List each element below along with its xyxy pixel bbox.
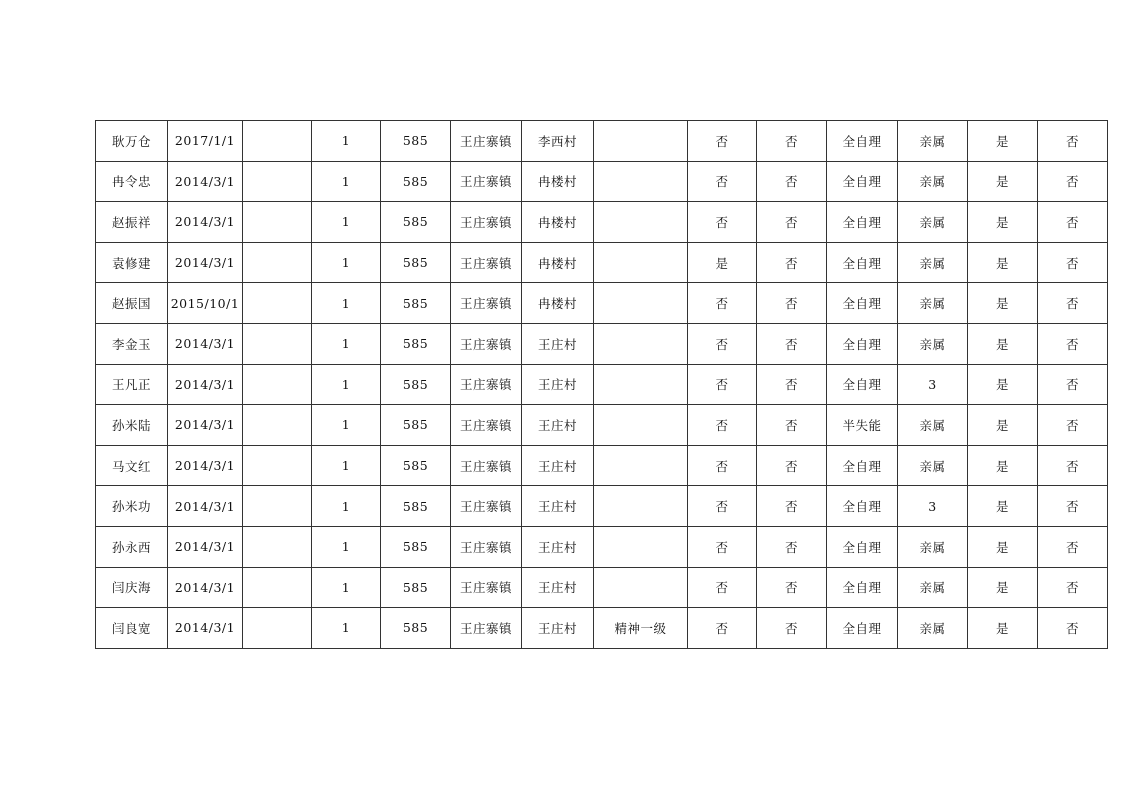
flag-cell-1: 否 xyxy=(688,323,757,364)
flag-cell-3: 是 xyxy=(968,202,1038,243)
count-cell: 1 xyxy=(312,567,381,608)
flag-cell-3: 是 xyxy=(968,445,1038,486)
name-cell: 李金玉 xyxy=(96,323,168,364)
roster-table xyxy=(95,120,1108,649)
flag-cell-4: 否 xyxy=(1038,567,1108,608)
amount-cell: 585 xyxy=(381,323,451,364)
table-row xyxy=(96,486,1108,527)
flag-cell-3: 是 xyxy=(968,526,1038,567)
disability-cell xyxy=(594,161,688,202)
name-cell: 袁修建 xyxy=(96,242,168,283)
blank-cell xyxy=(243,567,312,608)
flag-cell-4: 否 xyxy=(1038,242,1108,283)
roster-table-body xyxy=(96,121,1108,649)
village-cell: 冉楼村 xyxy=(522,283,594,324)
flag-cell-2: 否 xyxy=(757,608,827,649)
flag-cell-1: 否 xyxy=(688,486,757,527)
disability-cell xyxy=(594,283,688,324)
blank-cell xyxy=(243,364,312,405)
amount-cell: 585 xyxy=(381,526,451,567)
flag-cell-4: 否 xyxy=(1038,323,1108,364)
date-cell: 2015/10/1 xyxy=(168,283,243,324)
flag-cell-2: 否 xyxy=(757,364,827,405)
flag-cell-2: 否 xyxy=(757,445,827,486)
disability-cell xyxy=(594,405,688,446)
care-level-cell: 全自理 xyxy=(827,283,898,324)
flag-cell-1: 否 xyxy=(688,526,757,567)
guardian-cell: 亲属 xyxy=(898,242,968,283)
flag-cell-2: 否 xyxy=(757,486,827,527)
care-level-cell: 全自理 xyxy=(827,323,898,364)
town-cell: 王庄寨镇 xyxy=(451,283,522,324)
flag-cell-1: 否 xyxy=(688,202,757,243)
table-row xyxy=(96,121,1108,162)
flag-cell-1: 否 xyxy=(688,364,757,405)
count-cell: 1 xyxy=(312,121,381,162)
guardian-cell: 亲属 xyxy=(898,405,968,446)
blank-cell xyxy=(243,161,312,202)
blank-cell xyxy=(243,323,312,364)
guardian-cell: 亲属 xyxy=(898,202,968,243)
date-cell: 2014/3/1 xyxy=(168,526,243,567)
town-cell: 王庄寨镇 xyxy=(451,323,522,364)
blank-cell xyxy=(243,526,312,567)
flag-cell-2: 否 xyxy=(757,567,827,608)
flag-cell-2: 否 xyxy=(757,161,827,202)
amount-cell: 585 xyxy=(381,364,451,405)
amount-cell: 585 xyxy=(381,405,451,446)
date-cell: 2014/3/1 xyxy=(168,364,243,405)
flag-cell-2: 否 xyxy=(757,405,827,446)
disability-cell xyxy=(594,526,688,567)
care-level-cell: 全自理 xyxy=(827,486,898,527)
count-cell: 1 xyxy=(312,242,381,283)
village-cell: 王庄村 xyxy=(522,364,594,405)
blank-cell xyxy=(243,202,312,243)
village-cell: 王庄村 xyxy=(522,567,594,608)
guardian-cell: 亲属 xyxy=(898,567,968,608)
date-cell: 2014/3/1 xyxy=(168,567,243,608)
amount-cell: 585 xyxy=(381,161,451,202)
flag-cell-1: 否 xyxy=(688,283,757,324)
name-cell: 闫良宽 xyxy=(96,608,168,649)
table-row xyxy=(96,567,1108,608)
care-level-cell: 半失能 xyxy=(827,405,898,446)
flag-cell-1: 否 xyxy=(688,608,757,649)
care-level-cell: 全自理 xyxy=(827,364,898,405)
flag-cell-4: 否 xyxy=(1038,161,1108,202)
table-row xyxy=(96,445,1108,486)
flag-cell-3: 是 xyxy=(968,283,1038,324)
flag-cell-2: 否 xyxy=(757,323,827,364)
date-cell: 2014/3/1 xyxy=(168,608,243,649)
village-cell: 王庄村 xyxy=(522,445,594,486)
flag-cell-4: 否 xyxy=(1038,364,1108,405)
amount-cell: 585 xyxy=(381,202,451,243)
count-cell: 1 xyxy=(312,445,381,486)
blank-cell xyxy=(243,445,312,486)
name-cell: 王凡正 xyxy=(96,364,168,405)
count-cell: 1 xyxy=(312,283,381,324)
disability-cell xyxy=(594,121,688,162)
blank-cell xyxy=(243,608,312,649)
guardian-cell: 亲属 xyxy=(898,283,968,324)
care-level-cell: 全自理 xyxy=(827,161,898,202)
flag-cell-3: 是 xyxy=(968,161,1038,202)
name-cell: 耿万仓 xyxy=(96,121,168,162)
count-cell: 1 xyxy=(312,364,381,405)
flag-cell-1: 否 xyxy=(688,121,757,162)
flag-cell-1: 否 xyxy=(688,161,757,202)
flag-cell-4: 否 xyxy=(1038,445,1108,486)
guardian-cell: 3 xyxy=(898,364,968,405)
village-cell: 王庄村 xyxy=(522,608,594,649)
name-cell: 赵振国 xyxy=(96,283,168,324)
flag-cell-2: 否 xyxy=(757,202,827,243)
table-row xyxy=(96,323,1108,364)
flag-cell-2: 否 xyxy=(757,283,827,324)
village-cell: 王庄村 xyxy=(522,526,594,567)
village-cell: 李西村 xyxy=(522,121,594,162)
flag-cell-3: 是 xyxy=(968,608,1038,649)
blank-cell xyxy=(243,405,312,446)
village-cell: 冉楼村 xyxy=(522,161,594,202)
amount-cell: 585 xyxy=(381,445,451,486)
amount-cell: 585 xyxy=(381,242,451,283)
name-cell: 孙米功 xyxy=(96,486,168,527)
town-cell: 王庄寨镇 xyxy=(451,608,522,649)
flag-cell-1: 否 xyxy=(688,405,757,446)
care-level-cell: 全自理 xyxy=(827,242,898,283)
flag-cell-4: 否 xyxy=(1038,608,1108,649)
flag-cell-2: 否 xyxy=(757,121,827,162)
care-level-cell: 全自理 xyxy=(827,567,898,608)
amount-cell: 585 xyxy=(381,567,451,608)
disability-cell xyxy=(594,323,688,364)
disability-cell xyxy=(594,364,688,405)
amount-cell: 585 xyxy=(381,283,451,324)
date-cell: 2014/3/1 xyxy=(168,486,243,527)
guardian-cell: 3 xyxy=(898,486,968,527)
village-cell: 冉楼村 xyxy=(522,242,594,283)
town-cell: 王庄寨镇 xyxy=(451,526,522,567)
table-row xyxy=(96,405,1108,446)
table-row xyxy=(96,608,1108,649)
flag-cell-1: 否 xyxy=(688,445,757,486)
table-row xyxy=(96,242,1108,283)
care-level-cell: 全自理 xyxy=(827,121,898,162)
flag-cell-4: 否 xyxy=(1038,202,1108,243)
care-level-cell: 全自理 xyxy=(827,202,898,243)
flag-cell-3: 是 xyxy=(968,405,1038,446)
amount-cell: 585 xyxy=(381,486,451,527)
town-cell: 王庄寨镇 xyxy=(451,121,522,162)
town-cell: 王庄寨镇 xyxy=(451,445,522,486)
date-cell: 2017/1/1 xyxy=(168,121,243,162)
guardian-cell: 亲属 xyxy=(898,445,968,486)
date-cell: 2014/3/1 xyxy=(168,323,243,364)
disability-cell xyxy=(594,486,688,527)
town-cell: 王庄寨镇 xyxy=(451,364,522,405)
flag-cell-3: 是 xyxy=(968,323,1038,364)
care-level-cell: 全自理 xyxy=(827,445,898,486)
flag-cell-4: 否 xyxy=(1038,526,1108,567)
table-row xyxy=(96,526,1108,567)
blank-cell xyxy=(243,486,312,527)
count-cell: 1 xyxy=(312,526,381,567)
blank-cell xyxy=(243,283,312,324)
disability-cell: 精神一级 xyxy=(594,608,688,649)
disability-cell xyxy=(594,202,688,243)
village-cell: 冉楼村 xyxy=(522,202,594,243)
table-row xyxy=(96,161,1108,202)
flag-cell-3: 是 xyxy=(968,364,1038,405)
blank-cell xyxy=(243,242,312,283)
flag-cell-1: 是 xyxy=(688,242,757,283)
care-level-cell: 全自理 xyxy=(827,526,898,567)
name-cell: 马文红 xyxy=(96,445,168,486)
date-cell: 2014/3/1 xyxy=(168,445,243,486)
flag-cell-3: 是 xyxy=(968,121,1038,162)
flag-cell-4: 否 xyxy=(1038,121,1108,162)
count-cell: 1 xyxy=(312,202,381,243)
guardian-cell: 亲属 xyxy=(898,608,968,649)
town-cell: 王庄寨镇 xyxy=(451,161,522,202)
count-cell: 1 xyxy=(312,486,381,527)
flag-cell-3: 是 xyxy=(968,242,1038,283)
flag-cell-4: 否 xyxy=(1038,405,1108,446)
guardian-cell: 亲属 xyxy=(898,323,968,364)
date-cell: 2014/3/1 xyxy=(168,405,243,446)
village-cell: 王庄村 xyxy=(522,323,594,364)
village-cell: 王庄村 xyxy=(522,405,594,446)
date-cell: 2014/3/1 xyxy=(168,242,243,283)
name-cell: 孙米陆 xyxy=(96,405,168,446)
count-cell: 1 xyxy=(312,405,381,446)
town-cell: 王庄寨镇 xyxy=(451,486,522,527)
name-cell: 冉令忠 xyxy=(96,161,168,202)
count-cell: 1 xyxy=(312,608,381,649)
date-cell: 2014/3/1 xyxy=(168,202,243,243)
town-cell: 王庄寨镇 xyxy=(451,202,522,243)
flag-cell-4: 否 xyxy=(1038,486,1108,527)
flag-cell-3: 是 xyxy=(968,567,1038,608)
table-row xyxy=(96,283,1108,324)
disability-cell xyxy=(594,445,688,486)
amount-cell: 585 xyxy=(381,121,451,162)
town-cell: 王庄寨镇 xyxy=(451,405,522,446)
guardian-cell: 亲属 xyxy=(898,526,968,567)
flag-cell-2: 否 xyxy=(757,242,827,283)
village-cell: 王庄村 xyxy=(522,486,594,527)
name-cell: 赵振祥 xyxy=(96,202,168,243)
name-cell: 孙永西 xyxy=(96,526,168,567)
care-level-cell: 全自理 xyxy=(827,608,898,649)
date-cell: 2014/3/1 xyxy=(168,161,243,202)
flag-cell-2: 否 xyxy=(757,526,827,567)
amount-cell: 585 xyxy=(381,608,451,649)
flag-cell-1: 否 xyxy=(688,567,757,608)
table-row xyxy=(96,202,1108,243)
disability-cell xyxy=(594,567,688,608)
count-cell: 1 xyxy=(312,323,381,364)
table-row xyxy=(96,364,1108,405)
disability-cell xyxy=(594,242,688,283)
town-cell: 王庄寨镇 xyxy=(451,567,522,608)
name-cell: 闫庆海 xyxy=(96,567,168,608)
count-cell: 1 xyxy=(312,161,381,202)
town-cell: 王庄寨镇 xyxy=(451,242,522,283)
flag-cell-3: 是 xyxy=(968,486,1038,527)
guardian-cell: 亲属 xyxy=(898,161,968,202)
flag-cell-4: 否 xyxy=(1038,283,1108,324)
blank-cell xyxy=(243,121,312,162)
guardian-cell: 亲属 xyxy=(898,121,968,162)
